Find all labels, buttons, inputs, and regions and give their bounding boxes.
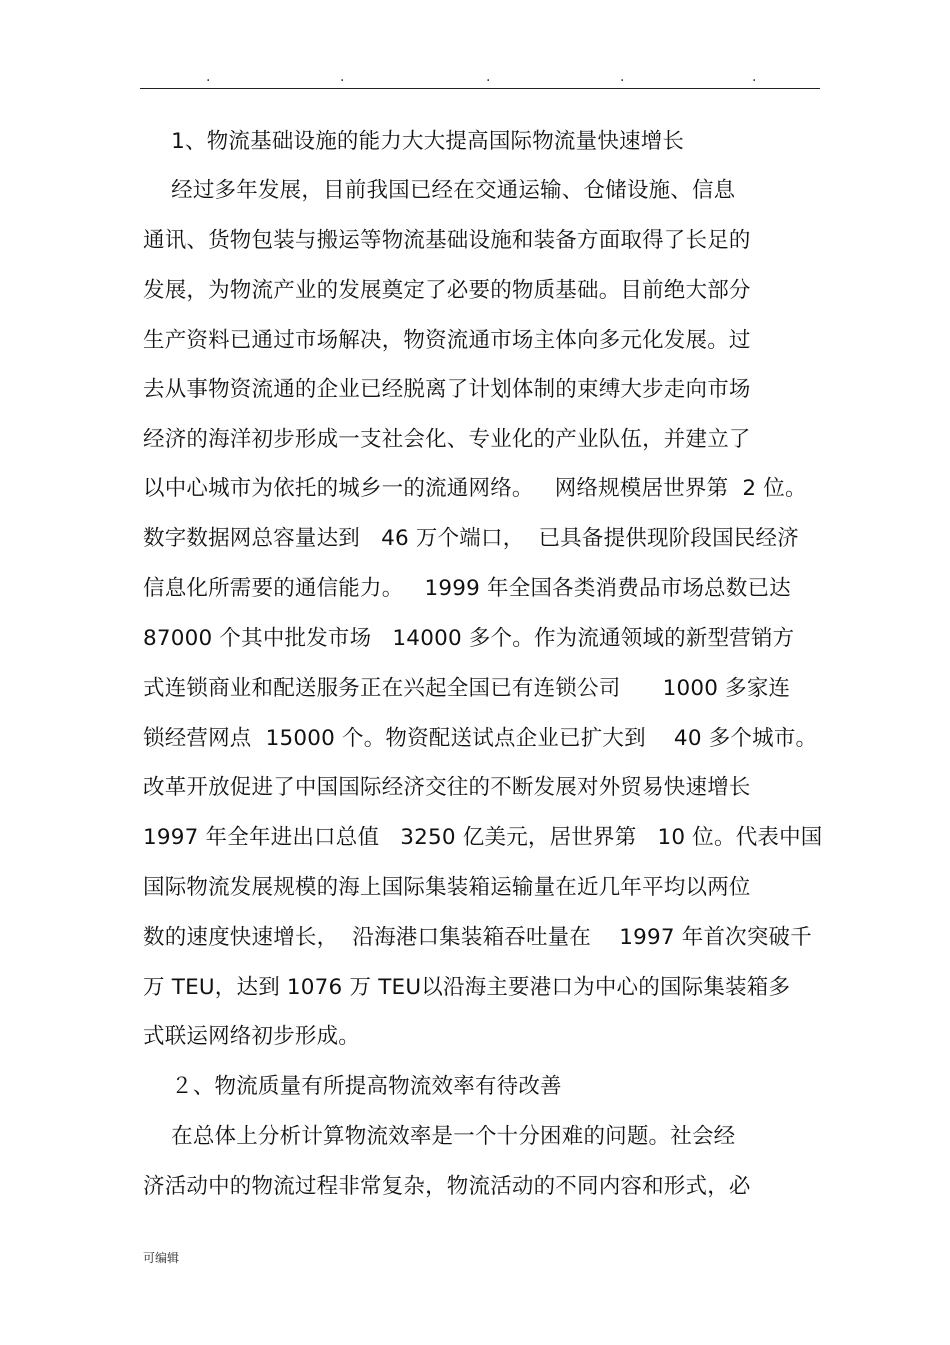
paragraph-line: 生产资料已通过市场解决，物资流通市场主体向多元化发展。过 [143, 328, 751, 353]
heading-section-2: ２、物流质量有所提高物流效率有待改善 [143, 1074, 562, 1099]
header-dot: . [752, 69, 757, 85]
paragraph-line: 在总体上分析计算物流效率是一个十分困难的问题。社会经 [143, 1124, 736, 1149]
footer-editable-label: 可编辑 [143, 1251, 180, 1265]
header-rule [140, 88, 820, 89]
paragraph-line: 通讯、货物包装与搬运等物流基础设施和装备方面取得了长足的 [143, 228, 751, 253]
header-dot: . [620, 69, 625, 85]
paragraph-line: 数的速度快速增长， 沿海港口集装箱吞吐量在 1997 年首次突破千 [143, 925, 812, 950]
paragraph-line: 1997 年全年进出口总值 3250 亿美元，居世界第 10 位。代表中国 [143, 825, 823, 850]
page-header-dots [140, 70, 820, 90]
paragraph-line: 去从事物资流通的企业已经脱离了计划体制的束缚大步走向市场 [143, 377, 751, 402]
paragraph-line: 信息化所需要的通信能力。 1999 年全国各类消费品市场总数已达 [143, 576, 791, 601]
paragraph-line: 以中心城市为依托的城乡一的流通网络。 网络规模居世界第 2 位。 [143, 476, 807, 501]
paragraph-line: 济活动中的物流过程非常复杂，物流活动的不同内容和形式，必 [143, 1174, 751, 1199]
header-dot: . [340, 69, 345, 85]
paragraph-line: 式联运网络初步形成。 [143, 1024, 361, 1049]
paragraph-line: 数字数据网总容量达到 46 万个端口， 已具备提供现阶段国民经济 [143, 526, 799, 551]
header-dot: . [206, 69, 211, 85]
paragraph-line: 国际物流发展规模的海上国际集装箱运输量在近几年平均以两位 [143, 875, 751, 900]
paragraph-line: 改革开放促进了中国国际经济交往的不断发展对外贸易快速增长 [143, 775, 751, 800]
paragraph-line: 经过多年发展，目前我国已经在交通运输、仓储设施、信息 [143, 178, 736, 203]
paragraph-line: 万 TEU，达到 1076 万 TEU以沿海主要港口为中心的国际集装箱多 [143, 975, 791, 1000]
paragraph-line: 经济的海洋初步形成一支社会化、专业化的产业队伍，并建立了 [143, 427, 751, 452]
header-dot: . [486, 69, 491, 85]
heading-section-1: 1、物流基础设施的能力大大提高国际物流量快速增长 [143, 129, 685, 154]
paragraph-line: 锁经营网点 15000 个。物资配送试点企业已扩大到 40 多个城市。 [143, 726, 818, 751]
paragraph-line: 87000 个其中批发市场 14000 多个。作为流通领域的新型营销方 [143, 626, 795, 651]
paragraph-line: 式连锁商业和配送服务正在兴起全国已有连锁公司 1000 多家连 [143, 676, 791, 701]
paragraph-line: 发展，为物流产业的发展奠定了必要的物质基础。目前绝大部分 [143, 278, 751, 303]
